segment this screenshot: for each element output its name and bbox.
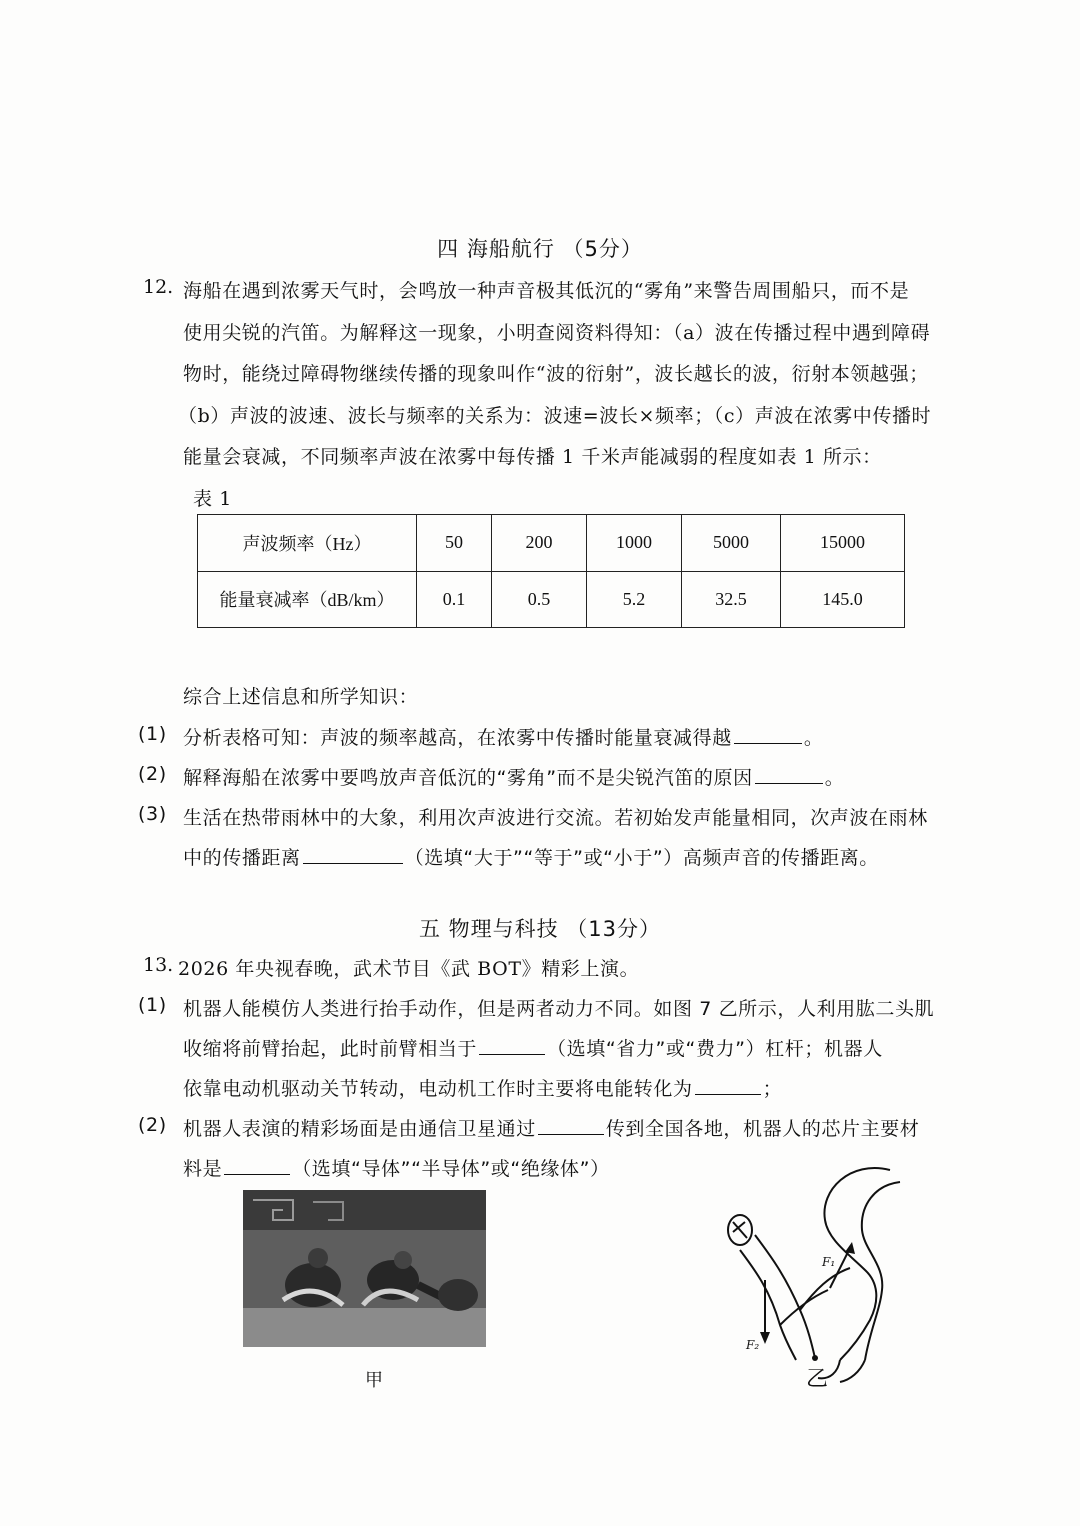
sub-question-12-2-number: (2) xyxy=(138,763,167,785)
table-header-attenuation: 能量衰减率（dB/km） xyxy=(198,571,417,628)
table-cell: 0.1 xyxy=(417,571,492,628)
sub-question-text: （选填“大于”“等于”或“小于”）高频声音的传播距离。 xyxy=(404,847,879,869)
sub-question-text: 机器人表演的精彩场面是由通信卫星通过 xyxy=(183,1118,536,1140)
elbow-fulcrum xyxy=(812,1355,818,1361)
answer-blank[interactable] xyxy=(734,743,802,744)
table-cell: 5000 xyxy=(682,515,781,572)
sub-question-text: 。 xyxy=(824,767,845,789)
table-label: 表 1 xyxy=(193,488,232,510)
table-cell: 50 xyxy=(417,515,492,572)
figure-b-caption: 乙 xyxy=(806,1367,829,1392)
table-cell: 145.0 xyxy=(781,571,905,628)
table-cell: 200 xyxy=(492,515,587,572)
attenuation-table xyxy=(197,514,905,628)
question-12-line-3: 物时，能绕过障碍物继续传播的现象叫作“波的衍射”，波长越长的波，衍射本领越强； xyxy=(183,363,929,385)
arm-lever-diagram xyxy=(700,1160,940,1390)
table-cell: 15000 xyxy=(781,515,905,572)
sub-question-text: 分析表格可知：声波的频率越高，在浓雾中传播时能量衰减得越 xyxy=(183,727,732,749)
question-12-line-1: 海船在遇到浓雾天气时，会鸣放一种声音极其低沉的“雾角”来警告周围船只，而不是 xyxy=(183,280,910,302)
answer-blank[interactable] xyxy=(695,1094,761,1095)
photo-illustration xyxy=(243,1190,486,1347)
sub-question-12-3-line-2 xyxy=(183,843,879,870)
table-row-attenuation xyxy=(198,571,905,628)
table-header-frequency: 声波频率（Hz） xyxy=(198,515,417,572)
answer-blank[interactable] xyxy=(755,783,823,784)
sub-question-text: 。 xyxy=(803,727,824,749)
question-13-number: 13. xyxy=(143,954,174,976)
sub-question-text: 中的传播距离 xyxy=(183,847,301,869)
force-f2-arrowhead xyxy=(760,1332,770,1344)
sub-question-12-3-line-1: 生活在热带雨林中的大象，利用次声波进行交流。若初始发声能量相同，次声波在雨林 xyxy=(183,807,928,829)
question-12-line-2: 使用尖锐的汽笛。为解释这一现象，小明查阅资料得知：（a）波在传播过程中遇到障碍 xyxy=(183,322,931,344)
sub-question-text: （选填“省力”或“费力”）杠杆；机器人 xyxy=(547,1038,883,1060)
sub-question-13-1-line-1: 机器人能模仿人类进行抬手动作，但是两者动力不同。如图 7 乙所示，人利用肱二头肌 xyxy=(183,998,935,1020)
sub-question-text: ； xyxy=(762,1078,783,1100)
section-5-title: 五 物理与科技 （13分） xyxy=(418,917,662,941)
sub-question-12-2 xyxy=(183,763,844,790)
table-cell: 1000 xyxy=(587,515,682,572)
sub-question-text: 传到全国各地，机器人的芯片主要材 xyxy=(605,1118,920,1140)
sub-question-13-2-line-1 xyxy=(183,1114,919,1141)
sub-question-12-1 xyxy=(183,723,823,750)
question-12-line-4: （b）声波的波速、波长与频率的关系为：波速=波长×频率；（c）声波在浓雾中传播时 xyxy=(178,405,932,427)
sub-question-13-1-line-3 xyxy=(183,1074,782,1101)
answer-blank[interactable] xyxy=(538,1134,604,1135)
table-cell: 32.5 xyxy=(682,571,781,628)
table-cell: 5.2 xyxy=(587,571,682,628)
sub-question-13-2-line-2 xyxy=(183,1154,610,1181)
sub-question-12-3-number: (3) xyxy=(138,803,167,825)
answer-blank[interactable] xyxy=(303,863,403,864)
answer-blank[interactable] xyxy=(479,1054,545,1055)
answer-blank[interactable] xyxy=(224,1174,290,1175)
force-f1-arrowhead xyxy=(845,1242,855,1254)
force-f2-label: F₂ xyxy=(746,1338,760,1352)
sub-question-text: （选填“导体”“半导体”或“绝缘体”） xyxy=(292,1158,610,1180)
question-13-text: 2026 年央视春晚，武术节目《武 BOT》精彩上演。 xyxy=(178,958,640,980)
question-12-number: 12. xyxy=(143,276,174,298)
sub-question-text: 收缩将前臂抬起，此时前臂相当于 xyxy=(183,1038,478,1060)
sub-question-13-2-number: (2) xyxy=(138,1114,167,1136)
table-row-frequency xyxy=(198,515,905,572)
question-12-line-5: 能量会衰减，不同频率声波在浓雾中每传播 1 千米声能减弱的程度如表 1 所示： xyxy=(183,446,882,468)
force-f1-label: F₁ xyxy=(822,1255,836,1269)
sub-question-13-1-line-2 xyxy=(183,1034,883,1061)
sub-question-text: 料是 xyxy=(183,1158,223,1180)
summary-text: 综合上述信息和所学知识： xyxy=(183,686,419,708)
section-4-title: 四 海船航行 （5分） xyxy=(437,237,643,261)
robot-performance-photo xyxy=(243,1190,486,1347)
sub-question-12-1-number: (1) xyxy=(138,723,167,745)
sub-question-13-1-number: (1) xyxy=(138,994,167,1016)
sub-question-text: 解释海船在浓雾中要鸣放声音低沉的“雾角”而不是尖锐汽笛的原因 xyxy=(183,767,753,789)
table-cell: 0.5 xyxy=(492,571,587,628)
figure-a-caption: 甲 xyxy=(365,1370,383,1391)
sub-question-text: 依靠电动机驱动关节转动，电动机工作时主要将电能转化为 xyxy=(183,1078,693,1100)
